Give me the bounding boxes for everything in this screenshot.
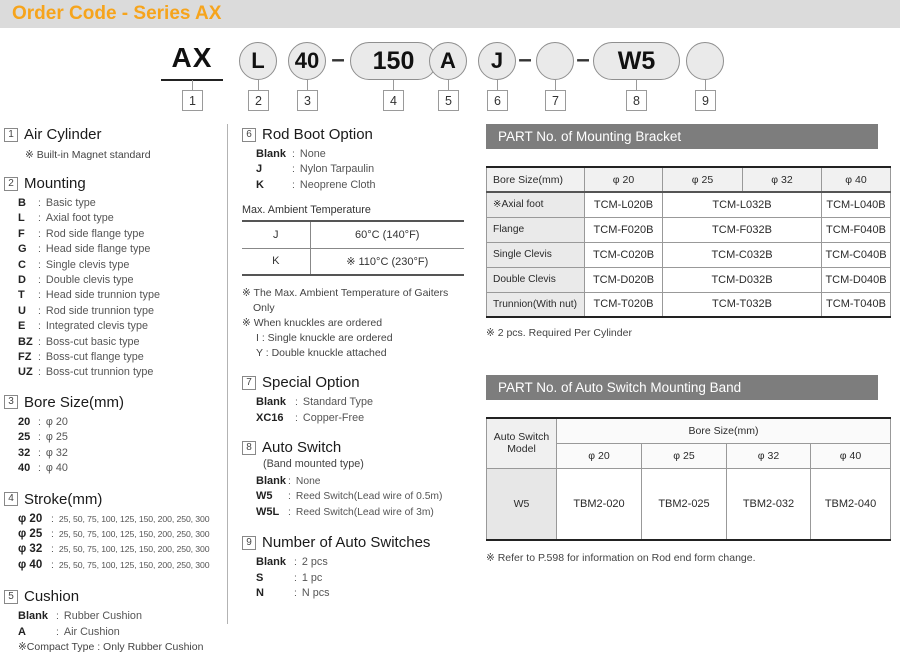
note-line: I : Single knuckle are ordered <box>256 332 393 345</box>
list-item <box>4 415 223 430</box>
separator: : <box>292 163 295 176</box>
option-list <box>242 555 470 601</box>
item-key: φ 25 <box>18 527 43 540</box>
item-value: 25, 50, 75, 100, 125, 150, 200, 250, 300 <box>58 544 210 555</box>
part-number-cell: TCM-C040B <box>822 242 891 267</box>
section-number: 2 <box>4 177 18 191</box>
separator: : <box>51 512 54 525</box>
leader-line <box>192 80 193 90</box>
separator: : <box>292 178 295 191</box>
order-code-number-8: 8 <box>626 90 647 111</box>
separator: : <box>38 446 41 459</box>
section-number: 3 <box>4 395 18 409</box>
separator: : <box>38 320 41 333</box>
leader-line <box>393 80 394 90</box>
part-number-cell: TCM-T032B <box>663 292 822 317</box>
section-title <box>4 126 223 143</box>
separator: : <box>38 274 41 287</box>
order-code-segment-5: A <box>429 42 467 80</box>
list-item <box>242 571 470 586</box>
part-number-cell: TCM-L032B <box>663 192 822 217</box>
list-item <box>4 335 223 350</box>
leader-line <box>307 80 308 90</box>
section-title-text: Cushion <box>24 588 80 606</box>
auto-switch-band-table <box>486 417 891 541</box>
item-key: φ 40 <box>18 558 43 571</box>
part-number-cell: TCM-T040B <box>822 292 891 317</box>
separator: : <box>38 243 41 256</box>
item-key: J <box>256 163 263 176</box>
item-key: G <box>18 243 27 256</box>
item-value: Rod side trunnion type <box>45 304 154 317</box>
item-key: FZ <box>18 351 32 364</box>
item-value: None <box>295 476 321 488</box>
table-row <box>487 242 891 267</box>
part-number-cell: TBM2-032 <box>727 468 811 540</box>
item-value: Standard Type <box>302 396 373 409</box>
separator: : <box>56 625 59 638</box>
item-key: φ 20 <box>18 512 43 525</box>
row-label: W5 <box>487 468 557 540</box>
rod-end-note: ※ Refer to P.598 for information on Rod end form change. <box>486 552 756 564</box>
item-value: φ 32 <box>45 446 68 459</box>
separator: : <box>294 556 297 569</box>
leader-line <box>705 80 706 90</box>
separator: : <box>38 335 41 348</box>
order-code-dash: – <box>576 46 590 73</box>
item-key: Blank <box>256 396 286 409</box>
leader-line <box>448 80 449 90</box>
column-header: φ 40 <box>822 167 891 192</box>
order-code-segment-3: 40 <box>288 42 326 80</box>
item-value: Nylon Tarpaulin <box>299 163 375 176</box>
rod-boot-notes <box>242 286 470 361</box>
item-value: Copper-Free <box>302 411 365 424</box>
section-mounting <box>4 175 223 381</box>
part-number-cell: TCM-F040B <box>822 217 891 242</box>
part-number-cell: TCM-D020B <box>585 267 663 292</box>
column-header: φ 20 <box>557 443 642 468</box>
item-value: Reed Switch(Lead wire of 0.5m) <box>295 491 443 503</box>
section-number: 6 <box>242 128 256 142</box>
option-list <box>4 415 223 477</box>
column-header: φ 25 <box>642 443 727 468</box>
item-value: Neoprene Cloth <box>299 178 376 191</box>
section-title-text: Special Option <box>262 374 360 392</box>
note-line: ※ The Max. Ambient Temperature of Gaiters Only <box>242 287 449 315</box>
list-item <box>4 430 223 445</box>
list-item <box>4 242 223 257</box>
section-note: ※ Built-in Magnet standard <box>25 149 151 161</box>
leader-line <box>497 80 498 90</box>
order-code-segment-1: AX <box>171 42 213 73</box>
list-item <box>4 350 223 365</box>
column-header: φ 32 <box>743 167 822 192</box>
option-list <box>4 512 223 574</box>
item-value: Rubber Cushion <box>63 610 142 623</box>
option-list <box>242 395 470 426</box>
part-number-cell: TCM-D032B <box>663 267 822 292</box>
part-number-cell: TBM2-040 <box>811 468 891 540</box>
item-value: Double clevis type <box>45 274 134 287</box>
section-cushion <box>4 588 223 655</box>
table-row <box>487 217 891 242</box>
item-value: Boss-cut trunnion type <box>45 366 154 379</box>
mounting-bracket-note: ※ 2 pcs. Required Per Cylinder <box>486 327 632 339</box>
leader-line <box>636 80 637 90</box>
list-item <box>4 609 223 624</box>
separator: : <box>51 527 54 540</box>
separator: : <box>38 258 41 271</box>
item-key: F <box>18 227 25 240</box>
item-key: W5L <box>256 505 280 518</box>
separator: : <box>38 212 41 225</box>
list-item <box>4 196 223 211</box>
item-key: B <box>18 197 26 209</box>
list-item <box>242 162 470 177</box>
item-key: N <box>256 587 264 600</box>
item-value: φ 20 <box>45 415 68 428</box>
option-list <box>242 474 470 520</box>
temp-row-value: ※ 110°C (230°F) <box>310 248 464 275</box>
separator: : <box>292 148 295 160</box>
part-number-cell: TCM-C020B <box>585 242 663 267</box>
temperature-table-label: Max. Ambient Temperature <box>242 204 371 217</box>
part-number-cell: TCM-D040B <box>822 267 891 292</box>
section-title <box>4 491 223 508</box>
mounting-bracket-title-bar: PART No. of Mounting Bracket <box>486 124 878 149</box>
item-key: U <box>18 304 26 317</box>
list-item <box>4 446 223 461</box>
part-number-cell: TCM-F020B <box>585 217 663 242</box>
table-header-row <box>487 167 891 192</box>
option-list <box>4 196 223 381</box>
section-title <box>4 394 223 411</box>
order-code-segment-8: W5 <box>593 42 680 80</box>
section-title-text: Bore Size(mm) <box>24 393 125 411</box>
item-key: W5 <box>256 490 273 503</box>
temp-row-key: K <box>242 248 310 275</box>
separator: : <box>295 411 298 424</box>
item-value: 25, 50, 75, 100, 125, 150, 200, 250, 300 <box>58 528 210 539</box>
item-value: Head side flange type <box>45 243 151 256</box>
section-air-cylinder <box>4 126 223 163</box>
item-value: φ 25 <box>45 431 68 444</box>
section-auto-switch <box>242 439 470 520</box>
item-key: T <box>18 289 25 302</box>
leader-line <box>258 80 259 90</box>
separator: : <box>288 490 291 503</box>
item-key: Blank <box>256 475 286 488</box>
list-item <box>4 512 223 527</box>
part-number-cell: TCM-F032B <box>663 217 822 242</box>
list-item <box>4 258 223 273</box>
order-code-number-4: 4 <box>383 90 404 111</box>
ambient-temperature-table <box>242 220 464 276</box>
part-number-cell: TCM-L020B <box>585 192 663 217</box>
item-key: D <box>18 274 26 287</box>
separator: : <box>288 475 291 488</box>
item-key: φ 32 <box>18 543 43 556</box>
section-title <box>4 175 223 192</box>
part-number-cell: TCM-C032B <box>663 242 822 267</box>
item-key: 25 <box>18 431 31 444</box>
row-label: Trunnion(With nut) <box>487 292 585 317</box>
mounting-bracket-table <box>486 166 891 318</box>
section-number: 9 <box>242 536 256 550</box>
table-row <box>242 221 464 248</box>
column-header: φ 20 <box>585 167 663 192</box>
separator: : <box>295 396 298 409</box>
section-number: 7 <box>242 376 256 390</box>
item-value: φ 40 <box>45 462 68 475</box>
list-item <box>242 147 470 162</box>
row-label: ※Axial foot <box>487 192 585 217</box>
list-item <box>4 319 223 334</box>
order-code-number-5: 5 <box>438 90 459 111</box>
list-item <box>4 558 223 573</box>
item-key: Blank <box>256 148 286 160</box>
column-left <box>4 124 228 653</box>
item-key: S <box>256 571 264 584</box>
table-row <box>242 248 464 275</box>
section-title-text: Rod Boot Option <box>262 126 373 143</box>
section-note: ※Compact Type : Only Rubber Cushion <box>18 640 204 653</box>
list-item <box>4 461 223 476</box>
list-item <box>4 542 223 557</box>
list-item <box>242 411 470 426</box>
item-value: 1 pc <box>301 571 323 584</box>
table-row <box>487 468 891 540</box>
section-special-option <box>242 374 470 426</box>
item-key: C <box>18 258 26 271</box>
section-title <box>242 374 470 391</box>
leader-line <box>555 80 556 90</box>
list-item <box>4 227 223 242</box>
section-number: 8 <box>242 441 256 455</box>
section-stroke <box>4 491 223 574</box>
order-code-dash: – <box>331 46 345 73</box>
item-key: Blank <box>256 556 286 569</box>
option-list <box>242 147 470 193</box>
item-key: 32 <box>18 446 31 459</box>
item-value: 25, 50, 75, 100, 125, 150, 200, 250, 300 <box>58 513 210 524</box>
order-code-number-9: 9 <box>695 90 716 111</box>
item-value: Air Cushion <box>63 625 120 638</box>
column-header: Auto Switch Model <box>487 418 557 468</box>
list-item <box>4 288 223 303</box>
auto-switch-band-title-bar: PART No. of Auto Switch Mounting Band <box>486 375 878 400</box>
order-code-number-1: 1 <box>182 90 203 111</box>
section-number: 5 <box>4 590 18 604</box>
section-title-text: Number of Auto Switches <box>262 534 431 552</box>
temp-row-key: J <box>242 221 310 248</box>
order-code-number-7: 7 <box>545 90 566 111</box>
part-number-cell: TBM2-025 <box>642 468 727 540</box>
column-header: φ 32 <box>727 443 811 468</box>
item-key: K <box>256 178 264 191</box>
list-item <box>242 178 470 193</box>
list-item <box>242 489 470 504</box>
list-item <box>242 474 470 489</box>
row-label: Single Clevis <box>487 242 585 267</box>
separator: : <box>38 462 41 475</box>
section-subtitle: (Band mounted type) <box>263 458 364 471</box>
row-label: Double Clevis <box>487 267 585 292</box>
item-key: 20 <box>18 415 31 428</box>
section-title-text: Air Cylinder <box>24 126 102 143</box>
separator: : <box>294 571 297 584</box>
list-item <box>4 211 223 226</box>
list-item <box>4 527 223 542</box>
item-value: Reed Switch(Lead wire of 3m) <box>295 506 434 518</box>
page-title: Order Code - Series AX <box>12 3 222 24</box>
note-line: ※ When knuckles are ordered <box>242 317 383 330</box>
note-line: Y : Double knuckle attached <box>256 347 387 360</box>
list-item <box>242 395 470 410</box>
item-value: Head side trunnion type <box>45 289 160 302</box>
section-title-text: Mounting <box>24 175 86 192</box>
section-rod-boot-option <box>242 126 470 361</box>
item-key: 40 <box>18 462 31 475</box>
separator: : <box>38 227 41 240</box>
list-item <box>4 365 223 380</box>
item-value: Boss-cut flange type <box>45 351 144 364</box>
order-code-number-6: 6 <box>487 90 508 111</box>
separator: : <box>51 558 54 571</box>
item-value: None <box>299 148 326 160</box>
item-key: XC16 <box>256 411 284 424</box>
part-number-cell: TBM2-020 <box>557 468 642 540</box>
separator: : <box>38 197 41 209</box>
order-code-segment-7-blank <box>536 42 574 80</box>
item-value: 25, 50, 75, 100, 125, 150, 200, 250, 300 <box>58 559 210 570</box>
page-header <box>0 0 900 28</box>
item-value: Rod side flange type <box>45 227 145 240</box>
section-bore-size <box>4 394 223 477</box>
order-code-number-3: 3 <box>297 90 318 111</box>
column-group-header: Bore Size(mm) <box>557 418 891 443</box>
list-item <box>4 304 223 319</box>
item-key: Blank <box>18 610 48 623</box>
separator: : <box>51 543 54 556</box>
section-title <box>242 534 470 551</box>
order-code-segment-2: L <box>239 42 277 80</box>
item-value: Basic type <box>45 197 96 209</box>
list-item <box>242 586 470 601</box>
item-value: Boss-cut basic type <box>45 335 140 348</box>
item-value: Axial foot type <box>45 212 114 225</box>
order-code-segment-9-blank <box>686 42 724 80</box>
separator: : <box>294 587 297 600</box>
table-row <box>487 192 891 217</box>
table-row <box>487 267 891 292</box>
separator: : <box>38 415 41 428</box>
row-label: Flange <box>487 217 585 242</box>
separator: : <box>56 610 59 623</box>
item-key: L <box>18 212 25 225</box>
order-code-segment-6: J <box>478 42 516 80</box>
separator: : <box>38 366 41 379</box>
part-number-cell: TCM-L040B <box>822 192 891 217</box>
list-item <box>4 273 223 288</box>
column-header: φ 40 <box>811 443 891 468</box>
order-code-number-2: 2 <box>248 90 269 111</box>
section-number-of-auto-switches <box>242 534 470 601</box>
section-number: 1 <box>4 128 18 142</box>
order-code-segment-4: 150 <box>350 42 437 80</box>
separator: : <box>38 304 41 317</box>
column-right <box>486 124 892 564</box>
option-list <box>4 609 223 655</box>
temp-row-value: 60°C (140°F) <box>310 221 464 248</box>
separator: : <box>38 289 41 302</box>
separator: : <box>288 505 291 518</box>
section-title-text: Auto Switch <box>262 439 342 457</box>
part-number-cell: TCM-T020B <box>585 292 663 317</box>
order-code-dash: – <box>518 46 532 73</box>
table-row <box>487 292 891 317</box>
column-middle <box>242 124 470 601</box>
section-title <box>4 588 223 605</box>
separator: : <box>38 431 41 444</box>
item-value: Single clevis type <box>45 258 130 271</box>
item-value: N pcs <box>301 587 330 600</box>
column-header: Bore Size(mm) <box>487 167 585 192</box>
item-key: BZ <box>18 335 33 348</box>
item-value: Integrated clevis type <box>45 320 148 333</box>
list-item <box>242 505 470 520</box>
section-title <box>242 126 470 143</box>
order-code-diagram <box>0 28 900 120</box>
item-key: UZ <box>18 366 33 379</box>
list-item <box>242 555 470 570</box>
item-value: 2 pcs <box>301 556 328 569</box>
list-item <box>4 625 223 640</box>
column-header: φ 25 <box>663 167 743 192</box>
section-title <box>242 439 470 456</box>
separator: : <box>38 351 41 364</box>
item-key: A <box>18 625 26 638</box>
table-header-row <box>487 418 891 443</box>
section-number: 4 <box>4 492 18 506</box>
section-title-text: Stroke(mm) <box>24 490 103 508</box>
item-key: E <box>18 320 26 333</box>
